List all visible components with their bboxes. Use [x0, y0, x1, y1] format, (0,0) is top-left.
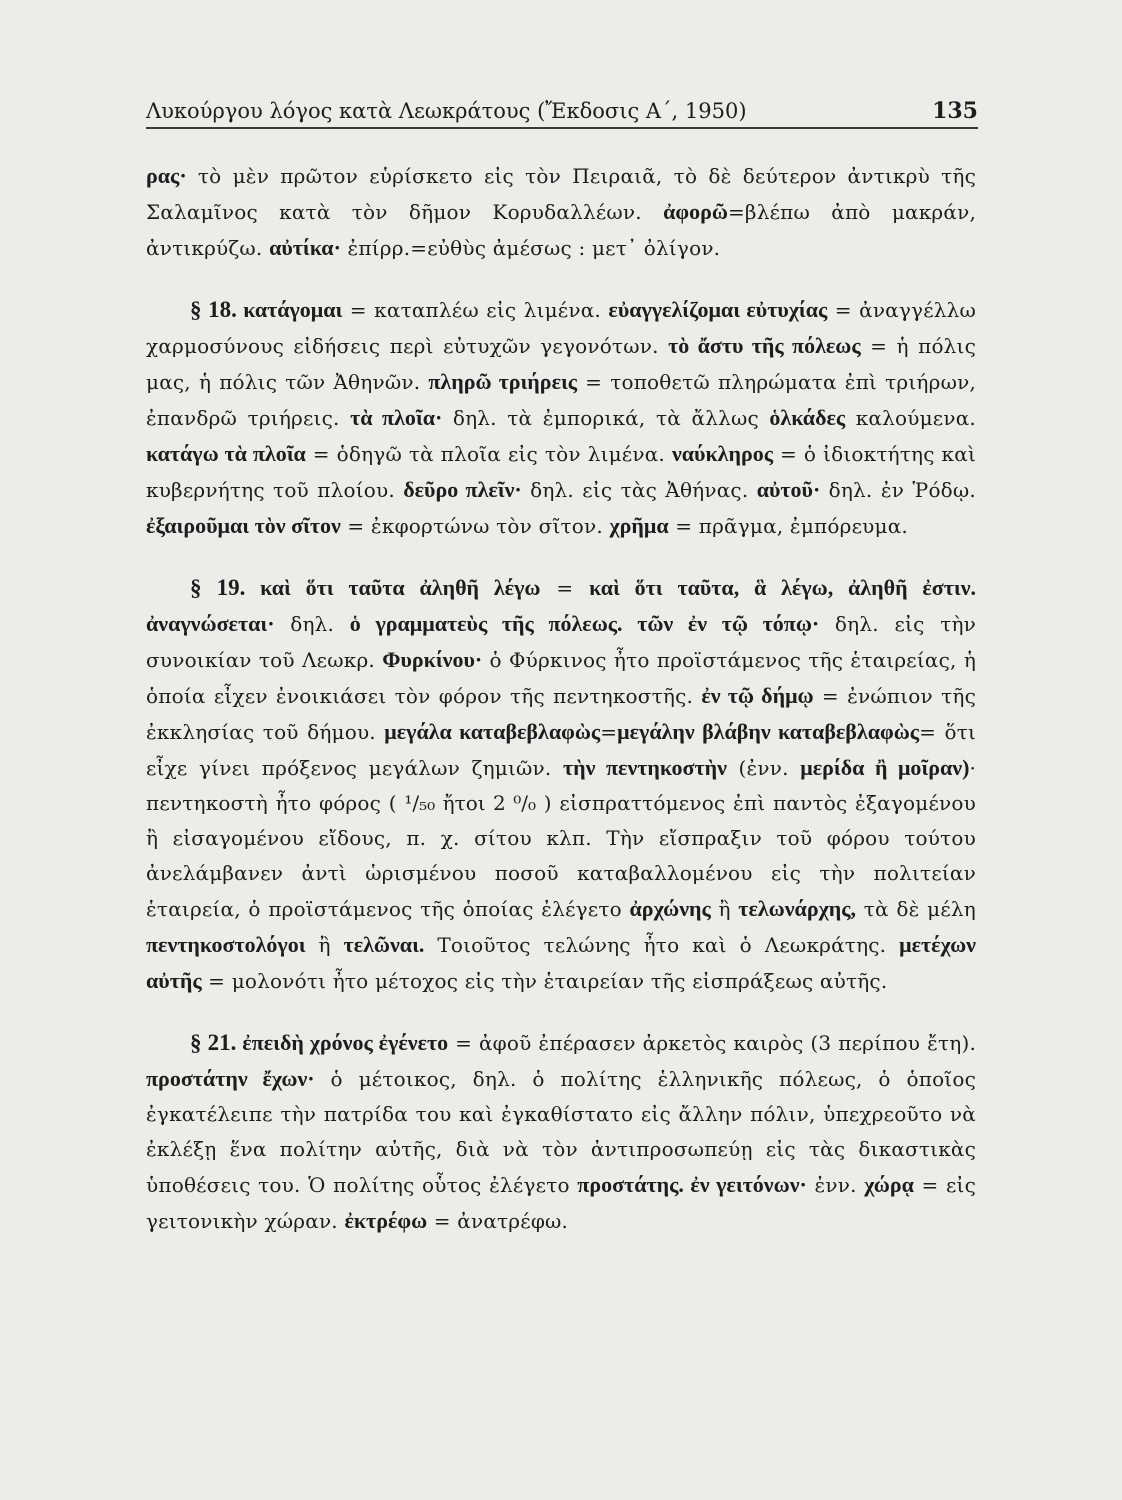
- lemma: τὴν πεντηκοστὴν: [563, 755, 727, 780]
- gloss: δηλ.: [274, 612, 350, 636]
- gloss: = πρᾶγμα, ἐμπόρευμα.: [668, 514, 908, 538]
- paragraph-section-18: [146, 292, 976, 544]
- gloss: · πεντηκοστὴ ἦτο φόρος (: [146, 756, 977, 815]
- gloss: Τοιοῦτος τελώνης ἦτο καὶ ὁ Λεωκράτης.: [424, 933, 900, 957]
- lemma: χώρᾳ: [864, 1172, 914, 1197]
- gloss: (ἐνν.: [726, 756, 801, 780]
- gloss: δηλ. τὰ ἐμπορικά, τὰ ἄλλως: [442, 406, 770, 430]
- gloss: = ἀνατρέφω.: [427, 1209, 569, 1233]
- running-header: [146, 98, 978, 129]
- lemma: ναύκληρος: [671, 441, 774, 466]
- lemma: ἐκτρέφω: [344, 1208, 428, 1233]
- lemma: προστάτην ἔχων·: [146, 1066, 315, 1091]
- lemma: ὁλκάδες: [769, 405, 846, 430]
- lemma: προστάτης. ἐν γειτόνων·: [577, 1172, 807, 1197]
- page-number: 135: [932, 98, 978, 124]
- gloss: = ἡ πόλις μας, ἡ πόλις τῶν Ἀθηνῶν.: [146, 334, 977, 394]
- lemma: τελῶναι.: [343, 932, 425, 957]
- gloss: τὸ μὲν πρῶτον εὑρίσκετο εἰς τὸν Πειραιᾶ, τὸ δὲ δεύτερον ἀντικρὺ τῆς Σαλαμῖνος κατὰ τὸν δῆμον Κορυδαλλέων.: [146, 164, 976, 224]
- lemma: Φυρκίνου·: [382, 647, 483, 672]
- lemma: τὰ πλοῖα·: [350, 405, 443, 430]
- lemma: μερίδα ἢ μοῖραν): [800, 755, 970, 780]
- section-number: § 18.: [190, 297, 237, 322]
- gloss: ) εἰσπραττόμενος ἐπὶ παντὸς ἐξαγομένου ἢ εἰσαγομένου εἴδους, π. χ. σίτου κλπ. Τὴν εἴσπραξιν τοῦ φόρου τούτου ἀνελάμβανεν ἀντὶ ὡρισμένου ποσοῦ καταβαλλομένου εἰς τὴν πολιτείαν ἑταιρεία, ὁ προϊστάμενος τῆς ὁποίας ἐλέγετο: [146, 791, 976, 921]
- gloss: =: [540, 576, 590, 600]
- running-title: Λυκούργου λόγος κατὰ Λεωκράτους (Ἔκδοσις Α΄, 1950): [146, 99, 747, 123]
- gloss: = ἐκφορτώνω τὸν σῖτον.: [340, 514, 610, 538]
- paragraph-section-21: [146, 1025, 976, 1239]
- lemma: κατάγομαι: [236, 297, 343, 322]
- lemma: ἐξαιροῦμαι τὸν σῖτον: [146, 513, 341, 538]
- lemma: ἐν τῷ δήμῳ: [701, 683, 814, 708]
- gloss: ἐνν.: [806, 1173, 865, 1197]
- gloss: = καταπλέω εἰς λιμένα.: [342, 298, 609, 322]
- gloss: τὰ δὲ μέλη: [856, 897, 976, 921]
- section-number: § 19.: [190, 575, 246, 600]
- gloss: = ἀναγγέλλω χαρμοσύνους εἰδήσεις περὶ εὐτυχῶν γεγονότων.: [146, 298, 977, 358]
- paragraph-continuation: [146, 158, 976, 266]
- lemma: ρας·: [146, 163, 187, 188]
- lemma: καὶ ὅτι ταῦτα ἀληθῆ λέγω: [245, 575, 541, 600]
- gloss: ἢ: [305, 933, 344, 957]
- gloss: = τοποθετῶ πληρώματα ἐπὶ τριήρων, ἐπανδρῶ τριήρεις.: [146, 370, 976, 430]
- gloss: = ὁδηγῶ τὰ πλοῖα εἰς τὸν λιμένα.: [305, 442, 672, 466]
- gloss: καλούμενα.: [845, 406, 976, 430]
- page-body: [146, 158, 976, 1239]
- fraction-value: ¹/₅₀ ἤτοι 2 ⁰/₀: [404, 791, 537, 815]
- lemma: τὸ ἄστυ τῆς πόλεως: [668, 333, 861, 358]
- lemma: μεγάλην βλάβην καταβεβλαφὼς: [617, 719, 920, 744]
- lemma: ἐπειδὴ χρόνος ἐγένετο: [236, 1030, 449, 1055]
- section-number: § 21.: [190, 1030, 237, 1055]
- gloss: = ἐνώπιον τῆς ἐκκλησίας τοῦ δήμου.: [146, 684, 977, 744]
- gloss: ὁ μέτοικος, δηλ. ὁ πολίτης ἑλληνικῆς πόλεως, ὁ ὁποῖος ἐγκατέλειπε τὴν πατρίδα του καὶ ἐγκαθίστατο εἰς ἄλλην πόλιν, ὑπεχρεοῦτο νὰ ἐκλέξῃ ἕνα πολίτην αὐτῆς, διὰ νὰ τὸν ἀντιπροσωπεύῃ εἰς τὰς δικαστικὰς ὑποθέσεις του. Ὁ πολίτης οὗτος ἐλέγετο: [146, 1067, 976, 1197]
- gloss: = ἀφοῦ ἐπέρασεν ἀρκετὸς καιρὸς (3 περίπου ἔτη).: [448, 1031, 977, 1055]
- lemma: πεντηκοστολόγοι: [146, 932, 306, 957]
- lemma: αὐτοῦ·: [756, 477, 821, 502]
- gloss: δηλ. εἰς τὰς Ἀθήνας.: [521, 478, 757, 502]
- lemma: χρῆμα: [609, 513, 669, 538]
- lemma: τελωνάρχης,: [738, 896, 857, 921]
- gloss: δηλ. ἐν Ῥόδῳ.: [820, 478, 976, 502]
- gloss: ἐπίρρ.=εὐθὺς ἀμέσως : μετ᾽ ὀλίγον.: [340, 236, 721, 260]
- gloss: = μολονότι ἦτο μέτοχος εἰς τὴν ἑταιρείαν τῆς εἰσπράξεως αὐτῆς.: [201, 969, 888, 993]
- lemma: μεγάλα καταβεβλαφὼς: [384, 719, 601, 744]
- gloss: =: [600, 720, 618, 744]
- lemma: εὐαγγελίζομαι εὐτυχίας: [608, 297, 828, 322]
- lemma: ἀρχώνης: [629, 896, 711, 921]
- gloss: ἢ: [710, 897, 739, 921]
- gloss: = ὁ ἰδιοκτήτης καὶ κυβερνήτης τοῦ πλοίου.: [146, 442, 977, 502]
- lemma: δεῦρο πλεῖν·: [403, 477, 522, 502]
- lemma: κατάγω τὰ πλοῖα: [146, 441, 306, 466]
- lemma: πληρῶ τριήρεις: [428, 369, 578, 394]
- lemma: αὐτίκα·: [269, 235, 341, 260]
- lemma: ἀφορῶ: [663, 199, 728, 224]
- gloss: = ὅτι εἶχε γίνει πρόξενος μεγάλων ζημιῶν.: [146, 720, 976, 780]
- gloss: = εἰς γειτονικὴν χώραν.: [146, 1173, 976, 1233]
- gloss: δηλ. εἰς τὴν συνοικίαν τοῦ Λεωκρ.: [146, 612, 976, 672]
- gloss: ὁ Φύρκινος ἦτο προϊστάμενος τῆς ἑταιρείας, ἡ ὁποία εἶχεν ἐνοικιάσει τὸν φόρον τῆς πεντηκοστῆς.: [146, 648, 977, 708]
- lemma: καὶ ὅτι ταῦτα, ἃ λέγω, ἀληθῆ ἐστιν. ἀναγνώσεται·: [146, 575, 977, 636]
- paragraph-section-19: [146, 570, 976, 999]
- lemma: μετέχων αὐτῆς: [146, 932, 976, 993]
- gloss: =βλέπω ἀπὸ μακράν, ἀντικρύζω.: [146, 200, 977, 260]
- lemma: ὁ γραμματεὺς τῆς πόλεως. τῶν ἐν τῷ τόπῳ·: [349, 611, 820, 636]
